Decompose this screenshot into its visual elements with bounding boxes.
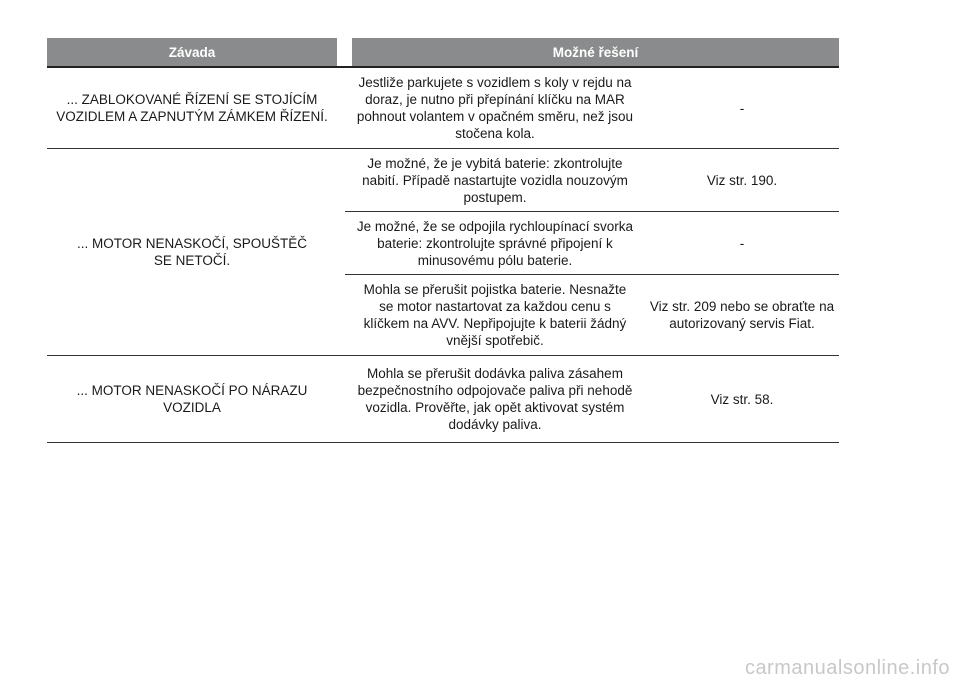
table-row-group [47, 66, 839, 149]
reference-cell: - [739, 235, 745, 251]
cause-cell: Mohla se přerušit pojistka baterie. Nesnažte se motor nastartovat za každou cenu s klíčkem na AVV. Nepřipojujte k baterii žádný vnější spotřebič. [363, 282, 627, 348]
table-row [345, 149, 839, 212]
cause-cell: Mohla se přerušit dodávka paliva zásahem bezpečnostního odpojovače paliva při nehodě vozidla. Prověřte, jak opět aktivovat systém dodávky paliva. [357, 366, 633, 432]
cause-cell: Je možné, že se odpojila rychloupínací svorka baterie: zkontrolujte správné připojení k minusovému pólu baterie. [356, 218, 634, 268]
table-row [345, 212, 839, 275]
cause-cell: Jestliže parkujete s vozidlem s koly v rejdu na doraz, je nutno při přepínání klíčku na MAR pohnout volantem v opačném směru, než jsou stočena kola. [356, 75, 634, 141]
table-row [345, 275, 839, 355]
troubleshooting-table [47, 38, 839, 443]
table-row-group [47, 149, 839, 356]
table-row [345, 356, 839, 442]
reference-cell: Viz str. 209 nebo se obraťte na autorizovaný servis Fiat. [649, 299, 835, 331]
fault-cell: ... ZABLOKOVANÉ ŘÍZENÍ SE STOJÍCÍM VOZIDLEM A ZAPNUTÝM ZÁMKEM ŘÍZENÍ. [56, 92, 328, 124]
table-row-group [47, 356, 839, 443]
fault-cell: ... MOTOR NENASKOČÍ, SPOUŠTĚČ SE NETOČÍ. [76, 236, 308, 268]
table-header [47, 38, 839, 66]
cause-cell: Je možné, že je vybitá baterie: zkontrolujte nabití. Případě nastartujte vozidla nouzovým postupem. [362, 155, 628, 205]
reference-cell: Viz str. 58. [710, 391, 774, 407]
header-solution: Možné řešení [352, 38, 839, 66]
watermark-text: carmanualsonline.info [744, 657, 950, 679]
reference-cell: Viz str. 190. [706, 172, 778, 188]
table-row [345, 68, 839, 148]
fault-cell: ... MOTOR NENASKOČÍ PO NÁRAZU VOZIDLA [76, 383, 308, 415]
reference-cell: - [739, 100, 745, 116]
header-fault: Závada [47, 38, 337, 66]
